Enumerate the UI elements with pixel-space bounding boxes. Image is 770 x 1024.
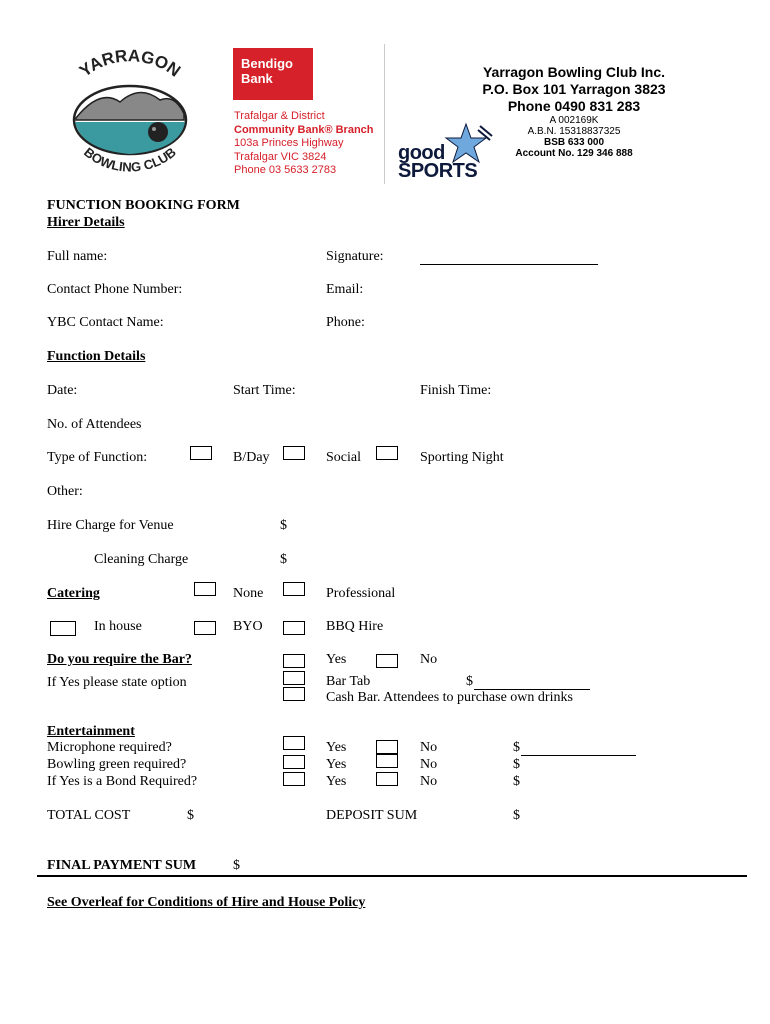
total-cost-dollar: $ — [187, 808, 194, 823]
microphone-label: Microphone required? — [47, 740, 172, 755]
other-label: Other: — [47, 484, 83, 499]
microphone-no-checkbox[interactable] — [376, 740, 398, 754]
bar-yes-label: Yes — [326, 652, 347, 667]
bday-label: B/Day — [233, 450, 270, 465]
bank-address-line: Trafalgar & District — [234, 110, 325, 122]
club-assoc-no: A 002169K — [549, 115, 599, 126]
header-divider — [384, 44, 385, 184]
logo-top-text: YARRAGON — [75, 46, 184, 81]
goodsports-line1: good — [398, 142, 445, 164]
type-of-function-label: Type of Function: — [47, 450, 148, 465]
catering-heading: Catering — [47, 586, 100, 601]
email-label: Email: — [326, 282, 364, 297]
bond-yes-checkbox[interactable] — [283, 772, 305, 786]
bank-address — [234, 110, 374, 178]
final-payment-label: FINAL PAYMENT SUM — [47, 858, 197, 873]
none-checkbox[interactable] — [194, 582, 216, 596]
bowling-green-yes-checkbox[interactable] — [283, 755, 305, 769]
cleaning-charge-label: Cleaning Charge — [94, 552, 189, 567]
bank-logo — [233, 48, 313, 100]
entertainment-heading: Entertainment — [47, 724, 135, 739]
club-info — [445, 64, 703, 159]
bank-logo-line2: Bank — [241, 71, 273, 86]
bowling-green-yes-label: Yes — [326, 757, 347, 772]
finish-time-label: Finish Time: — [420, 383, 492, 398]
bar-tab-amount-line[interactable] — [474, 675, 590, 690]
sporting-night-checkbox[interactable] — [376, 446, 398, 460]
microphone-yes-checkbox[interactable] — [283, 736, 305, 750]
hire-charge-label: Hire Charge for Venue — [47, 518, 174, 533]
microphone-no-label: No — [420, 740, 438, 755]
cleaning-charge-dollar: $ — [280, 552, 287, 567]
club-name: Yarragon Bowling Club Inc. — [482, 64, 665, 80]
bar-option-label: If Yes please state option — [47, 675, 187, 690]
deposit-sum-label: DEPOSIT SUM — [326, 808, 418, 823]
bank-logo-line1: Bendigo — [241, 56, 293, 71]
club-phone: Phone 0490 831 283 — [507, 98, 641, 114]
bday-checkbox[interactable] — [190, 446, 212, 460]
bowling-green-no-label: No — [420, 757, 438, 772]
club-logo — [60, 40, 200, 190]
in-house-checkbox[interactable] — [50, 621, 76, 636]
club-bsb: BSB 633 000 — [543, 137, 605, 148]
bar-tab-checkbox[interactable] — [283, 671, 305, 685]
social-label: Social — [326, 450, 361, 465]
bond-dollar: $ — [513, 774, 520, 789]
club-po-box: P.O. Box 101 Yarragon 3823 — [482, 81, 666, 97]
bond-no-checkbox[interactable] — [376, 772, 398, 786]
deposit-sum-dollar: $ — [513, 808, 520, 823]
contact-phone-label: Contact Phone Number: — [47, 282, 183, 297]
byo-label: BYO — [233, 619, 263, 634]
final-payment-rule — [37, 875, 747, 877]
bond-label: If Yes is a Bond Required? — [47, 774, 198, 789]
bar-tab-dollar: $ — [466, 674, 473, 689]
form-title: FUNCTION BOOKING FORM — [47, 198, 240, 213]
in-house-label: In house — [94, 619, 142, 634]
microphone-dollar: $ — [513, 740, 520, 755]
hirer-details-heading: Hirer Details — [47, 215, 125, 230]
bank-address-line: Trafalgar VIC 3824 — [234, 150, 327, 163]
professional-label: Professional — [326, 586, 396, 601]
attendees-label: No. of Attendees — [47, 417, 142, 432]
start-time-label: Start Time: — [233, 383, 296, 398]
bar-heading: Do you require the Bar? — [47, 652, 192, 667]
bowling-green-dollar: $ — [513, 757, 520, 772]
none-label: None — [233, 586, 264, 601]
signature-line[interactable] — [420, 250, 598, 265]
cash-bar-label: Cash Bar. Attendees to purchase own drinks — [326, 690, 573, 705]
hire-charge-dollar: $ — [280, 518, 287, 533]
bar-no-checkbox[interactable] — [376, 654, 398, 668]
signature-label: Signature: — [326, 249, 384, 264]
social-checkbox[interactable] — [283, 446, 305, 460]
phone-label: Phone: — [326, 315, 365, 330]
bond-yes-label: Yes — [326, 774, 347, 789]
bowling-green-label: Bowling green required? — [47, 757, 187, 772]
bank-address-line: Phone 03 5633 2783 — [234, 164, 337, 176]
bowling-green-no-checkbox[interactable] — [376, 754, 398, 768]
club-abn: A.B.N. 15318837325 — [527, 126, 621, 137]
bar-yes-checkbox[interactable] — [283, 654, 305, 668]
club-account: Account No. 129 346 888 — [515, 148, 633, 159]
overleaf-note: See Overleaf for Conditions of Hire and House Policy — [47, 895, 366, 910]
bbq-hire-checkbox[interactable] — [283, 621, 305, 635]
final-payment-dollar: $ — [233, 858, 240, 873]
bar-tab-label: Bar Tab — [326, 674, 371, 689]
bond-no-label: No — [420, 774, 438, 789]
professional-checkbox[interactable] — [283, 582, 305, 596]
full-name-label: Full name: — [47, 249, 108, 264]
svg-text:YARRAGON — [76, 46, 184, 80]
date-label: Date: — [47, 383, 78, 398]
bar-no-label: No — [420, 652, 438, 667]
bank-address-line: Community Bank® Branch — [234, 123, 374, 136]
logo-bottom-text: BOWLING CLUB — [81, 144, 179, 175]
cash-bar-checkbox[interactable] — [283, 687, 305, 701]
ybc-contact-label: YBC Contact Name: — [47, 315, 164, 330]
total-cost-label: TOTAL COST — [47, 808, 131, 823]
microphone-yes-label: Yes — [326, 740, 347, 755]
goodsports-line2: SPORTS — [398, 160, 478, 182]
bank-address-line: 103a Princes Highway — [234, 137, 344, 149]
microphone-amount-line[interactable] — [521, 741, 636, 756]
byo-checkbox[interactable] — [194, 621, 216, 635]
sporting-night-label: Sporting Night — [420, 450, 504, 465]
function-details-heading: Function Details — [47, 349, 146, 364]
bbq-hire-label: BBQ Hire — [326, 619, 384, 634]
